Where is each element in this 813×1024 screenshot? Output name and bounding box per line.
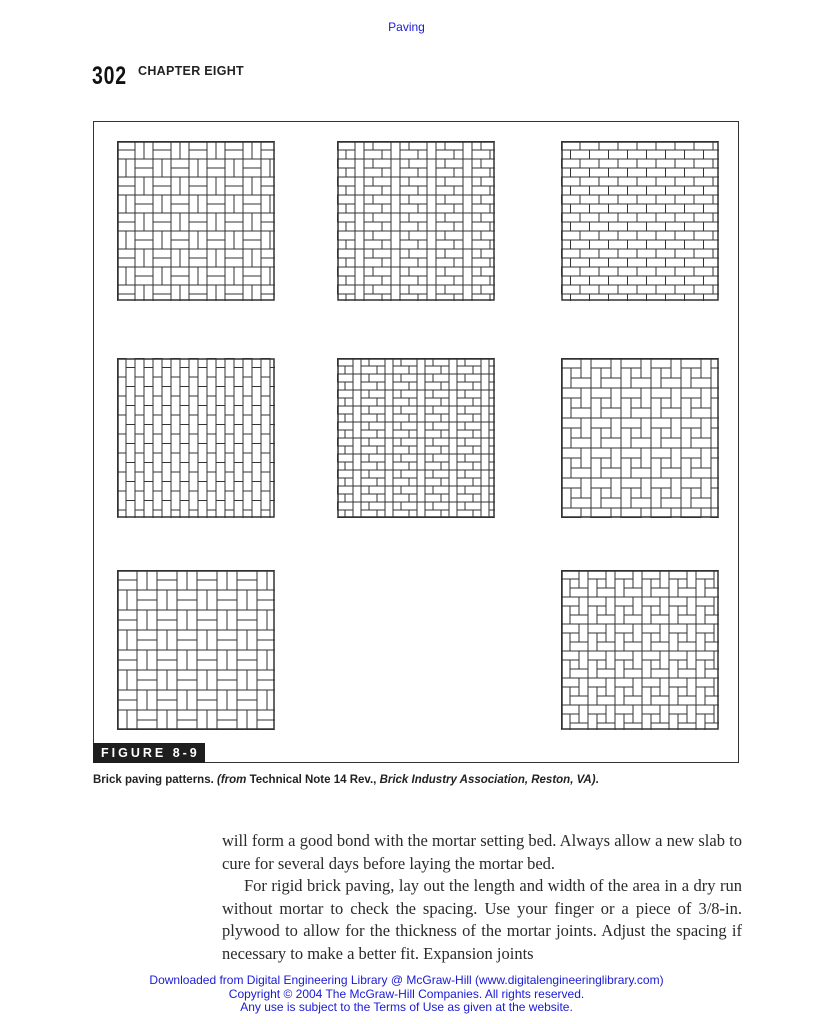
chapter-link[interactable]: Paving [388, 20, 425, 34]
caption-lead: Brick paving patterns. [93, 774, 214, 786]
fraction: 3/8 [698, 898, 720, 918]
chapter-title: CHAPTER EIGHT [138, 64, 244, 78]
footer-copyright: Copyright © 2004 The McGraw-Hill Companies. All rights reserved. [228, 986, 585, 1001]
pattern-herringbone-b [337, 358, 495, 518]
pattern-running-bond [561, 141, 719, 301]
pattern-basket-weave-a [117, 141, 275, 301]
paragraph-2-part-b: -in. plywood to allow for the thickness of the mortar joints. Adjust the spacing if necessary to make a better fit. Expansion joints [222, 898, 742, 963]
paragraph-1: will form a good bond with the mortar setting bed. Always allow a new slab to cure for several days before laying the mortar bed. [222, 831, 742, 873]
figure-frame [93, 121, 739, 763]
pattern-pinwheel-b [561, 570, 719, 730]
page-number: 302 [92, 62, 127, 90]
body-text [222, 830, 742, 965]
pattern-herringbone-a [337, 141, 495, 301]
figure-label: FIGURE 8-9 [93, 743, 205, 763]
footer [0, 974, 813, 1015]
footer-download-link[interactable]: Downloaded from Digital Engineering Library @ McGraw-Hill (www.digitalengineeringlibrary.com) [149, 973, 664, 987]
pattern-stack [117, 358, 275, 518]
pattern-pinwheel-a [561, 358, 719, 518]
footer-terms[interactable]: Any use is subject to the Terms of Use as given at the website. [240, 1000, 573, 1014]
pattern-basket-weave-b [117, 570, 275, 730]
caption-org: Brick Industry Association, Reston, VA) [379, 774, 596, 786]
caption-from: (from [217, 774, 247, 786]
paragraph-2-part-a: For rigid brick paving, lay out the length and width of the area in a dry run without mortar to check the spacing. Use your finger or a piece of [222, 876, 742, 918]
paragraph-2 [222, 875, 742, 965]
figure-caption [93, 774, 599, 786]
caption-end: . [595, 774, 599, 786]
caption-source: Technical Note 14 Rev., [249, 774, 377, 786]
